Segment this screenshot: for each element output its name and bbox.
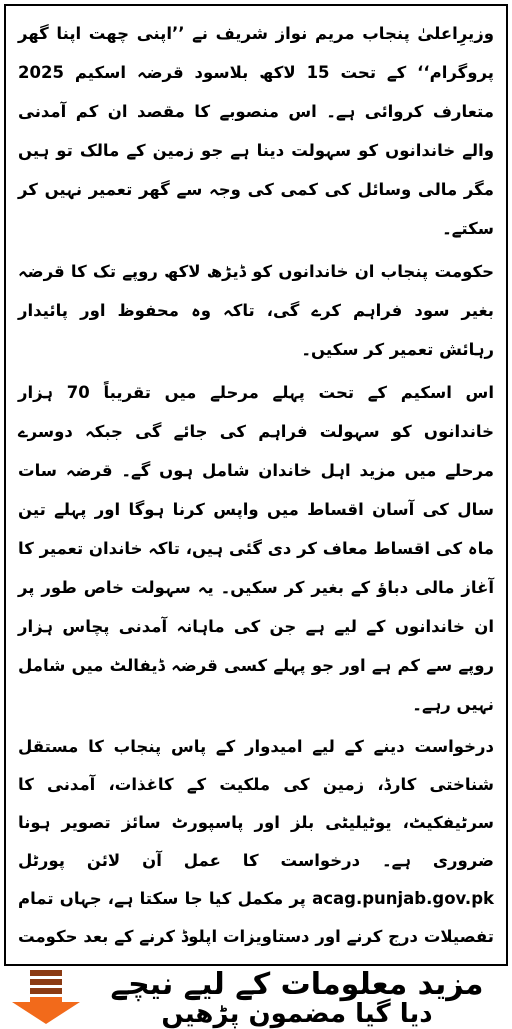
read-more-line-2: دیا گیا مضمون پڑھیں (161, 999, 433, 1029)
paragraph-application: درخواست دینے کے لیے امیدوار کے پاس پنجاب کا مستقل شناختی کارڈ، زمین کی ملکیت کے کاغذات، آمدنی کا سرٹیفکیٹ، یوٹیلیٹی بلز اور پاسپورٹ سائز تصویر ہونا ضروری ہے۔ درخواست کا عمل آن لائن پورٹل acag.punjab.gov.pk پر مکمل کیا جا سکتا ہے، جہاں تمام تفصیلات درج کرنے اور دستاویزات اپلوڈ کرنے کے بعد حکومت (18, 737, 494, 946)
article-frame (4, 4, 508, 966)
read-more-text (92, 967, 502, 1029)
read-more-banner[interactable] (0, 967, 512, 1029)
read-more-line-1: مزید معلومات کے لیے نیچے (110, 967, 484, 1002)
down-arrow-icon (4, 968, 88, 1024)
paragraph-intro: وزیرِاعلیٰ پنجاب مریم نواز شریف نے ’’اپنی چھت اپنا گھر پروگرام‘‘ کے تحت 15 لاکھ بلاسود قرضہ اسکیم 2025 متعارف کروائی ہے۔ اس منصوبے کا مقصد ان کم آمدنی والے خاندانوں کو سہولت دینا ہے جو زمین کے مالک تو ہیں مگر مالی وسائل کی کمی کی وجہ سے گھر تعمیر نہیں کر سکتے۔ (18, 24, 494, 238)
article-body (18, 14, 494, 966)
paragraph-phases: اس اسکیم کے تحت پہلے مرحلے میں تقریباً 70 ہزار خاندانوں کو سہولت فراہم کی جائے گی جبکہ دوسرے مرحلے میں مزید اہل خاندان شامل ہوں گے۔ قرضہ سات سال کی آسان اقساط میں واپس کرنا ہوگا اور پہلے تین ماہ کی اقساط معاف کر دی گئی ہیں، تاکہ خاندان تعمیر کا آغاز مالی دباؤ کے بغیر کر سکیں۔ یہ سہولت خاص طور پر ان خاندانوں کے لیے ہے جن کی ماہانہ آمدنی پچاس ہزار روپے سے کم ہے اور جو پہلے کسی قرضہ ڈیفالٹ میں شامل نہیں رہے۔ (18, 383, 494, 714)
paragraph-loan: حکومت پنجاب ان خاندانوں کو ڈیڑھ لاکھ روپے تک کا قرضہ بغیر سود فراہم کرے گی، تاکہ وہ محفوظ اور پائیدار رہائش تعمیر کر سکیں۔ (18, 262, 494, 359)
